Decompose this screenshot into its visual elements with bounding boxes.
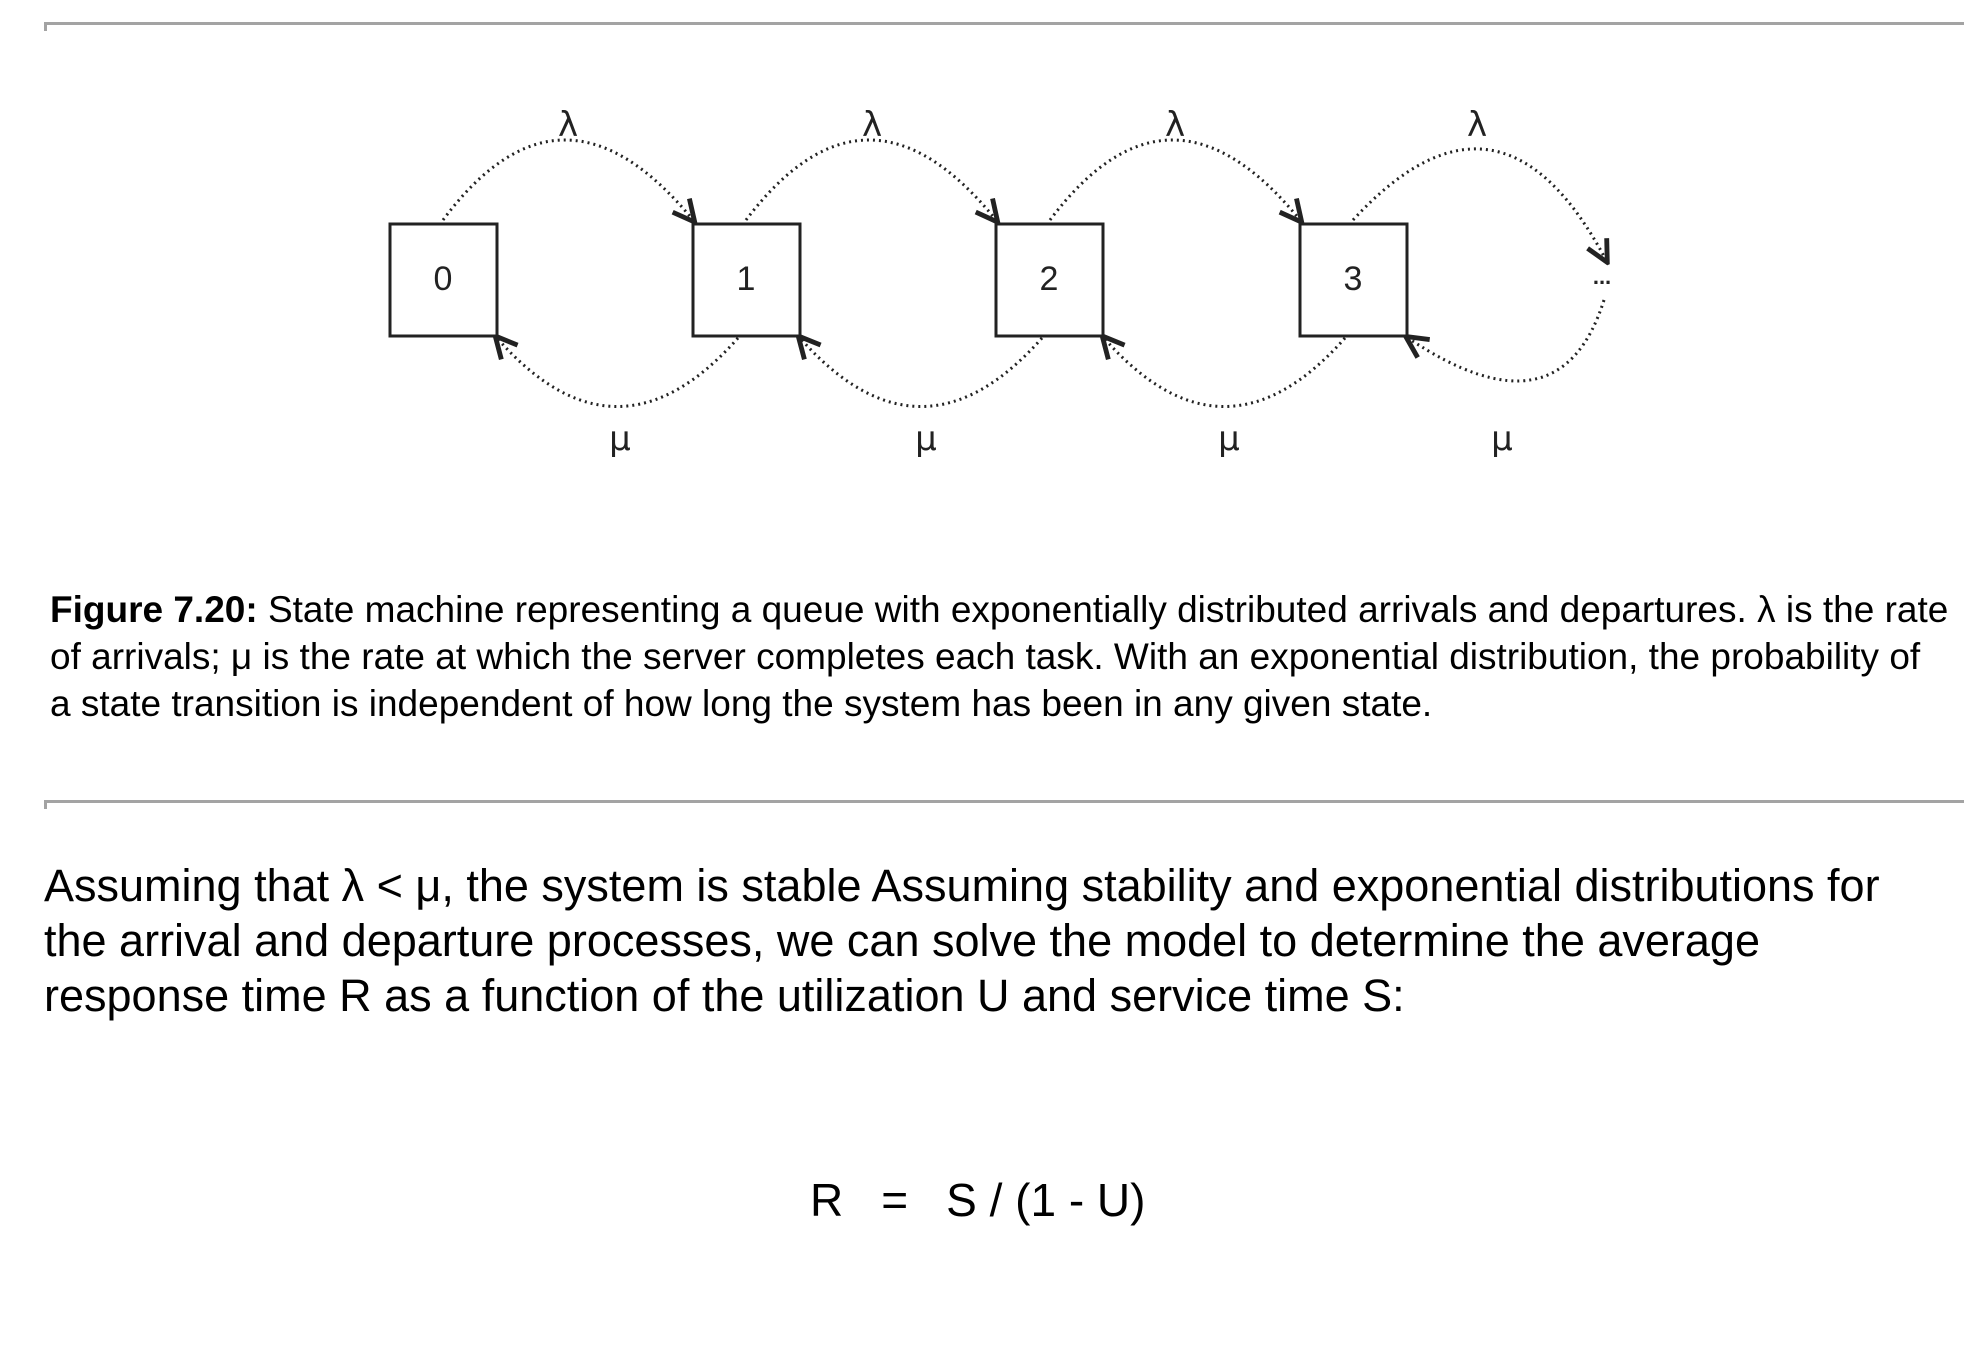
- departure-rate-label: μ: [609, 419, 631, 459]
- state-label-0: 0: [433, 260, 453, 298]
- state-label-3: 3: [1343, 260, 1363, 298]
- departure-arc-2-1: [800, 338, 1042, 407]
- equation-operator: =: [881, 1174, 909, 1226]
- body-paragraph: Assuming that λ < μ, the system is stable Assuming stability and exponential distributions for the arrival and departure processes, we can solve the model to determine the average response time R as a function of the utilization U and service time S:: [44, 860, 1880, 1021]
- equation-rhs: S / (1 - U): [946, 1174, 1146, 1226]
- arrival-arc-2-3: [1050, 140, 1300, 220]
- continuation-ellipsis: ...: [1592, 264, 1612, 289]
- figure-caption: [50, 586, 1950, 727]
- departure-rate-label: μ: [1218, 419, 1240, 459]
- state-label-2: 2: [1039, 260, 1059, 298]
- departure-arc-1-0: [497, 338, 738, 407]
- arrival-rate-label: λ: [557, 105, 579, 145]
- departure-rate-label: μ: [1491, 419, 1513, 459]
- state-label-1: 1: [736, 260, 756, 298]
- arrival-rate-label: λ: [861, 105, 883, 145]
- state-machine-diagram: [0, 0, 1982, 520]
- arrival-rate-label: λ: [1164, 105, 1186, 145]
- response-time-equation: [810, 1172, 1145, 1228]
- departure-arc-3-2: [1104, 338, 1345, 407]
- figure-caption-label: Figure 7.20:: [50, 589, 258, 630]
- arrival-rate-label: λ: [1466, 105, 1488, 145]
- arrival-arc-0-1: [443, 140, 693, 220]
- section-divider: [44, 800, 1964, 803]
- departure-rate-label: μ: [915, 419, 937, 459]
- departure-arc-more-3: [1408, 300, 1604, 381]
- figure-caption-text: State machine representing a queue with exponentially distributed arrivals and departures. λ is the rate of arrivals; μ is the rate at which the server completes each task. With an exponential distribution, the probability of a state transition is independent of how long the system has been in any given state.: [50, 589, 1949, 724]
- equation-lhs: R: [810, 1174, 844, 1226]
- arrival-arc-1-2: [746, 140, 996, 220]
